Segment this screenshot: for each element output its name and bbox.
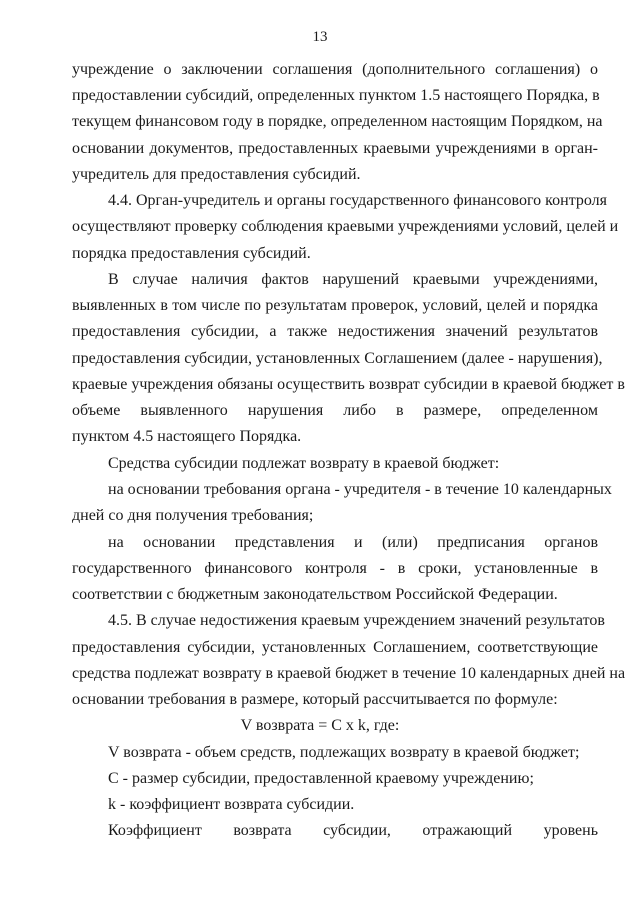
text-line: государственного финансового контроля - в сроки, установленные в bbox=[72, 560, 598, 577]
text-line: 4.5. В случае недостижения краевым учреждением значений результатов bbox=[108, 612, 605, 629]
text-line: предоставлении субсидий, определенных пунктом 1.5 настоящего Порядка, в bbox=[72, 87, 600, 104]
text-line: выявленных в том числе по результатам проверок, условий, целей и порядка bbox=[72, 297, 598, 314]
text-line: на основании представления и (или) предписания органов bbox=[108, 534, 598, 551]
text-line: предоставления субсидии, установленных Соглашением, соответствующие bbox=[72, 639, 598, 656]
text-line: учредитель для предоставления субсидий. bbox=[72, 166, 361, 183]
text-line: соответствии с бюджетным законодательством Российской Федерации. bbox=[72, 586, 558, 603]
text-line: порядка предоставления субсидий. bbox=[72, 245, 311, 262]
text-line: средства подлежат возврату в краевой бюджет в течение 10 календарных дней на bbox=[72, 665, 626, 682]
text-line: основании требования в размере, который рассчитывается по формуле: bbox=[72, 691, 558, 708]
text-line: C - размер субсидии, предоставленной краевому учреждению; bbox=[108, 770, 534, 787]
text-line: Коэффициент возврата субсидии, отражающий уровень bbox=[108, 822, 598, 839]
text-line: Средства субсидии подлежат возврату в краевой бюджет: bbox=[108, 455, 500, 472]
text-line: осуществляют проверку соблюдения краевыми учреждениями условий, целей и bbox=[72, 218, 619, 235]
text-line: объеме выявленного нарушения либо в размере, определенном bbox=[72, 402, 598, 419]
text-line: предоставления субсидии, а также недостижения значений результатов bbox=[72, 323, 598, 340]
text-line: пунктом 4.5 настоящего Порядка. bbox=[72, 428, 302, 445]
text-line: основании документов, предоставленных краевыми учреждениями в орган- bbox=[72, 140, 598, 157]
text-line: В случае наличия фактов нарушений краевыми учреждениями, bbox=[108, 271, 598, 288]
text-line: текущем финансовом году в порядке, определенном настоящим Порядком, на bbox=[72, 113, 603, 130]
text-line: дней со дня получения требования; bbox=[72, 507, 314, 524]
text-line: на основании требования органа - учредителя - в течение 10 календарных bbox=[108, 481, 612, 498]
formula: V возврата = C x k, где: bbox=[240, 717, 400, 734]
text-line: учреждение о заключении соглашения (дополнительного соглашения) о bbox=[72, 61, 598, 78]
text-line: 4.4. Орган-учредитель и органы государственного финансового контроля bbox=[108, 192, 608, 209]
text-line: краевые учреждения обязаны осуществить возврат субсидии в краевой бюджет в bbox=[72, 376, 625, 393]
page-number: 13 bbox=[312, 29, 328, 45]
text-line: предоставления субсидии, установленных Соглашением (далее - нарушения), bbox=[72, 350, 603, 367]
text-line: k - коэффициент возврата субсидии. bbox=[108, 796, 355, 813]
text-line: V возврата - объем средств, подлежащих возврату в краевой бюджет; bbox=[108, 744, 580, 761]
